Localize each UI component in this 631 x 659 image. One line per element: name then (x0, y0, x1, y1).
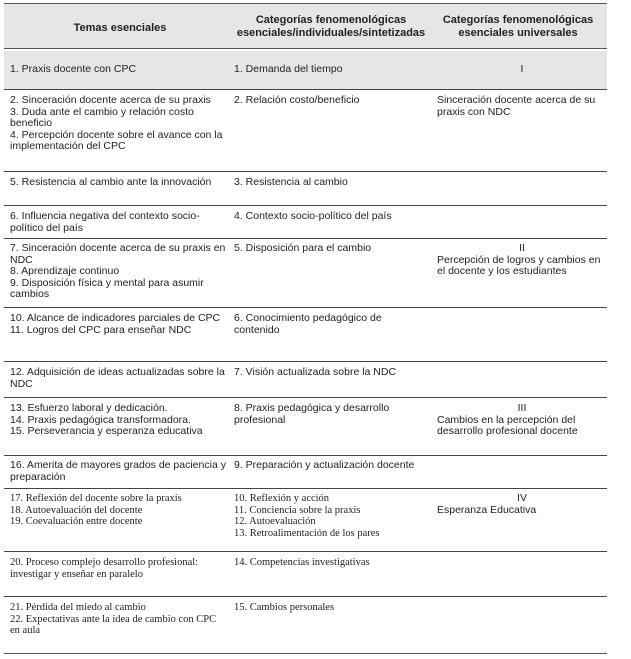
row-divider (4, 596, 607, 597)
row-9-tema: 16. Amerita de mayores grados de paciencia y preparación (10, 459, 226, 483)
row-9-categoria: 9. Preparación y actualización docente (234, 459, 415, 471)
roman-numeral: IV (517, 492, 527, 504)
row-11-categoria: 14. Competencias investigativas (234, 557, 370, 568)
row-8-categoria: 8. Praxis pedagógica y desarrollo profesional (234, 402, 390, 426)
row-2-tema: 2. Sinceración docente acerca de su praxis 3. Duda ante el cambio y relación costo beneficio 4. Percepción docente sobre el avance con la implementación del CPC (10, 94, 223, 152)
row-4-tema: 6. Influencia negativa del contexto socio-político del país (10, 210, 200, 234)
row-divider (4, 488, 607, 489)
row-1-categoria: 1. Demanda del tiempo (234, 63, 343, 75)
row-5-tema: 7. Sinceración docente acerca de su praxis en NDC 8. Aprendizaje continuo 9. Disposición física y mental para asumir cambios (10, 242, 226, 300)
row-2-categoria: 2. Relación costo/beneficio (234, 94, 360, 106)
row-12-tema: 21. Pérdida del miedo al cambio 22. Expectativas ante la idea de cambio con CPC en aula (10, 602, 217, 636)
row-divider (4, 455, 607, 456)
row-5-categoria: 5. Disposición para el cambio (234, 242, 372, 254)
row-divider (4, 89, 607, 90)
roman-numeral: I (520, 63, 524, 75)
header-temas: Temas esenciales (73, 22, 167, 34)
row-divider (4, 397, 607, 398)
row-7-categoria: 7. Visión actualizada sobre la NDC (234, 366, 397, 378)
row-5-universal: II Percepción de logros y cambios en el docente y los estudiantes (437, 243, 607, 278)
row-divider (4, 307, 607, 308)
row-8-tema: 13. Esfuerzo laboral y dedicación. 14. Praxis pedagógica transformadora. 15. Perseverancia y esperanza educativa (10, 402, 203, 437)
row-divider (4, 551, 607, 552)
roman-numeral: III (517, 402, 527, 414)
row-6-tema: 10. Alcance de indicadores parciales de CPC 11. Logros del CPC para enseñar NDC (10, 312, 221, 336)
row-3-tema: 5. Resistencia al cambio ante la innovación (10, 176, 212, 188)
row-10-categoria: 10. Reflexión y acción 11. Conciencia sobre la praxis 12. Autoevaluación 13. Retroalimentación de los pares (234, 493, 380, 539)
header-categorias-universales: Categorías fenomenológicas esenciales universales (442, 14, 594, 39)
row-1-universal (437, 64, 607, 76)
row-divider (4, 171, 607, 172)
row-11-tema: 20. Proceso complejo desarrollo profesional: investigar y enseñar en paralelo (10, 557, 199, 580)
row-12-categoria: 15. Cambios personales (234, 602, 335, 613)
row-divider (4, 238, 607, 239)
row-1-tema: 1. Praxis docente con CPC (10, 63, 137, 75)
row-2-universal: Sinceración docente acerca de su praxis con NDC (437, 94, 596, 118)
table-bottom-border (4, 653, 607, 654)
row-8-universal: III Cambios en la percepción del desarrollo profesional docente (437, 403, 607, 438)
table-header (4, 3, 607, 49)
row-10-universal: IV Esperanza Educativa (437, 493, 607, 516)
row-6-categoria: 6. Conocimiento pedagógico de contenido (234, 312, 382, 336)
roman-numeral: II (519, 242, 525, 254)
header-categorias-individuales: Categorías fenomenológicas esenciales/individuales/sintetizadas (236, 14, 426, 39)
row-10-tema: 17. Reflexión del docente sobre la praxis 18. Autoevaluación del docente 19. Coevaluación entre docente (10, 493, 182, 527)
row-7-tema: 12. Adquisición de ideas actualizadas sobre la NDC (10, 366, 225, 390)
row-4-categoria: 4. Contexto socio-político del país (234, 210, 392, 222)
row-divider (4, 205, 607, 206)
row-3-categoria: 3. Resistencia al cambio (234, 176, 348, 188)
row-divider (4, 361, 607, 362)
